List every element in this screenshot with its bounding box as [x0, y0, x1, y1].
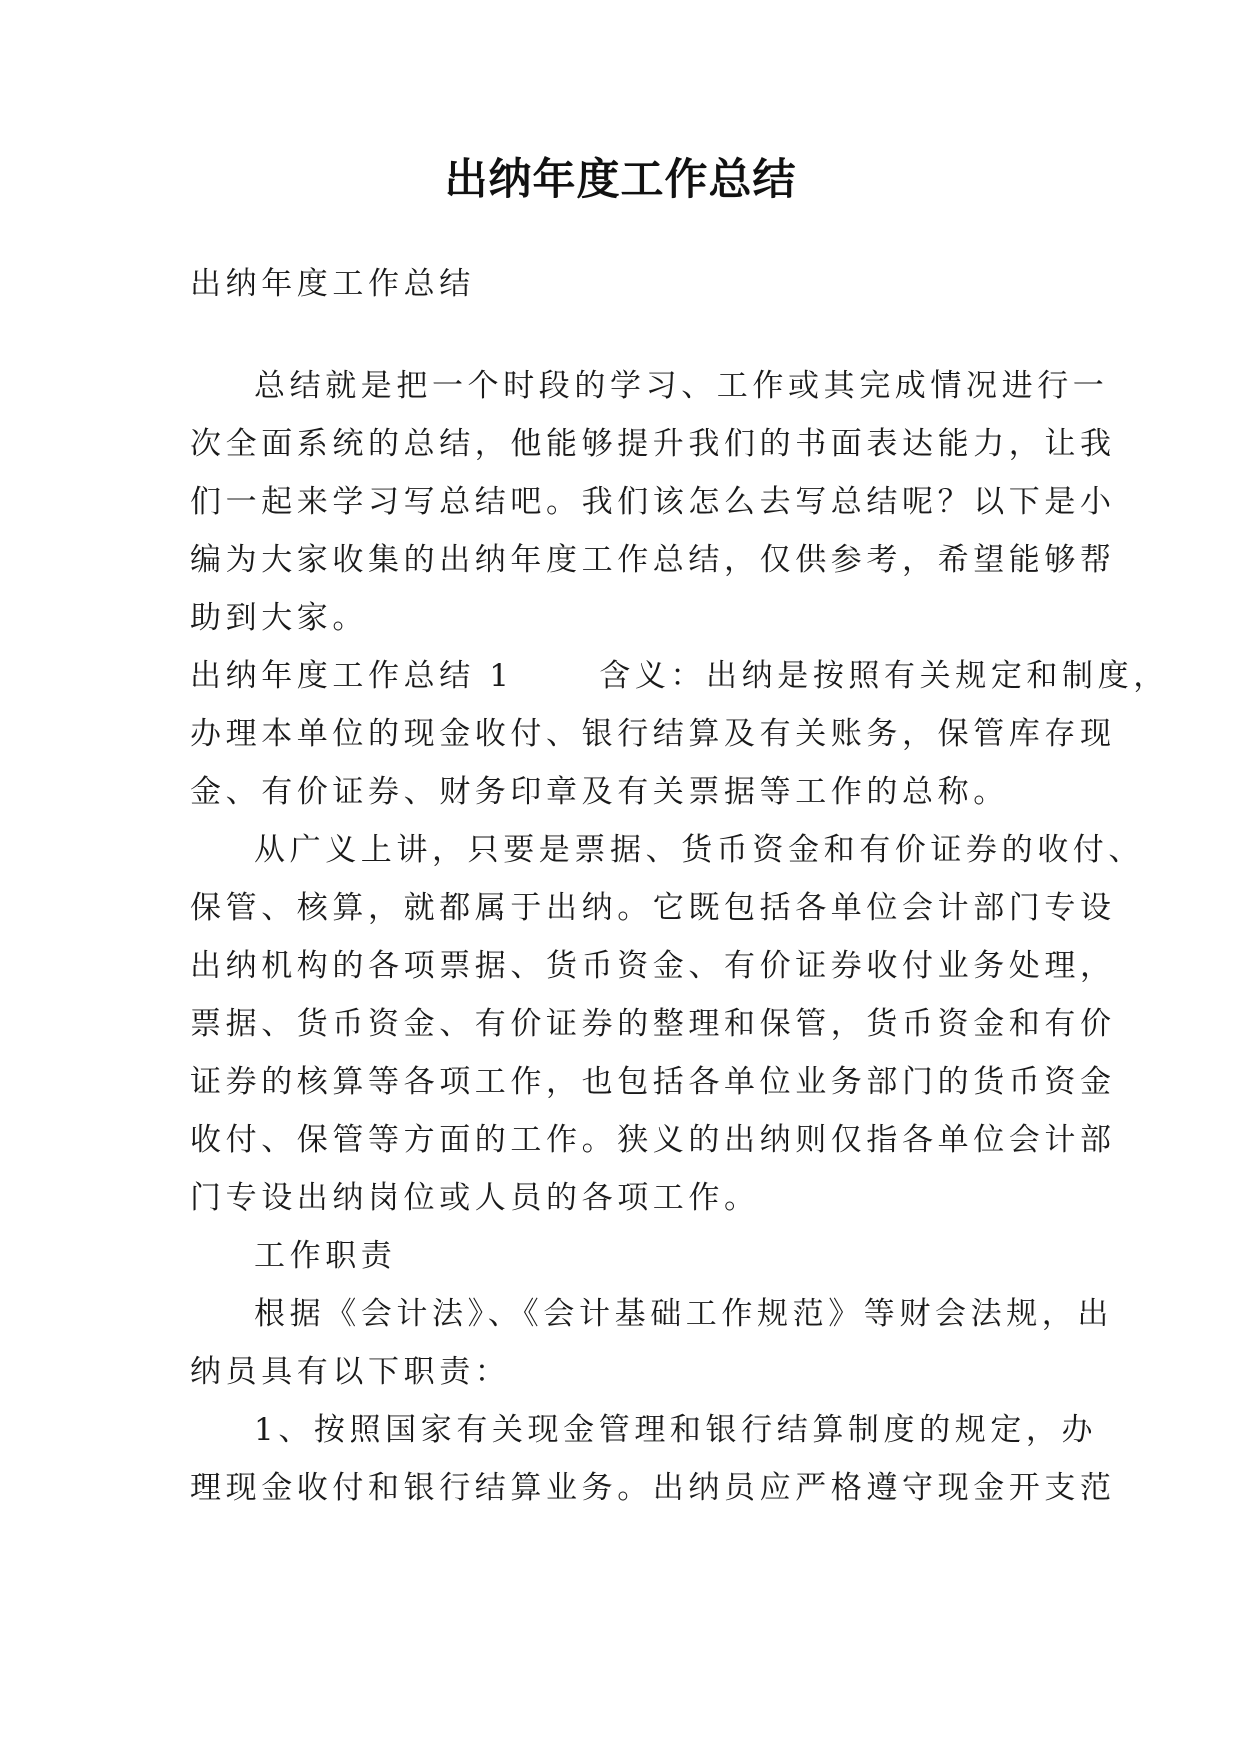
- paragraph-line: 们一起来学习写总结吧。我们该怎么去写总结呢？以下是小: [190, 484, 1116, 520]
- document-subtitle: 出纳年度工作总结: [190, 266, 475, 302]
- paragraph-line: 次全面系统的总结，他能够提升我们的书面表达能力，让我: [190, 426, 1116, 462]
- paragraph-line: 票据、货币资金、有价证券的整理和保管，货币资金和有价: [190, 1006, 1116, 1042]
- paragraph-line: 金、有价证券、财务印章及有关票据等工作的总称。: [190, 774, 1009, 810]
- paragraph-line: 保管、核算，就都属于出纳。它既包括各单位会计部门专设: [190, 890, 1116, 926]
- paragraph-line: 助到大家。: [190, 600, 368, 636]
- paragraph-line: 编为大家收集的出纳年度工作总结，仅供参考，希望能够帮: [190, 542, 1116, 578]
- section-heading: 工作职责: [254, 1238, 397, 1274]
- paragraph-line: 1、按照国家有关现金管理和银行结算制度的规定，办: [254, 1412, 1098, 1448]
- document-title: 出纳年度工作总结: [444, 155, 797, 205]
- paragraph-line: 办理本单位的现金收付、银行结算及有关账务，保管库存现: [190, 716, 1116, 752]
- paragraph-line: 总结就是把一个时段的学习、工作或其完成情况进行一: [254, 368, 1109, 404]
- paragraph-line: 根据《会计法》、《会计基础工作规范》等财会法规，出: [254, 1296, 1113, 1332]
- paragraph-line: 证券的核算等各项工作，也包括各单位业务部门的货币资金: [190, 1064, 1116, 1100]
- paragraph-line: 纳员具有以下职责：: [190, 1354, 511, 1390]
- paragraph-line: 收付、保管等方面的工作。狭义的出纳则仅指各单位会计部: [190, 1122, 1116, 1158]
- paragraph-line: 从广义上讲，只要是票据、货币资金和有价证券的收付、: [254, 832, 1144, 868]
- paragraph-line: 门专设出纳岗位或人员的各项工作。: [190, 1180, 760, 1216]
- paragraph-line: 出纳机构的各项票据、货币资金、有价证券收付业务处理，: [190, 948, 1116, 984]
- paragraph-line: 出纳年度工作总结 1 含义：出纳是按照有关规定和制度，: [190, 658, 1169, 694]
- paragraph-line: 理现金收付和银行结算业务。出纳员应严格遵守现金开支范: [190, 1470, 1116, 1506]
